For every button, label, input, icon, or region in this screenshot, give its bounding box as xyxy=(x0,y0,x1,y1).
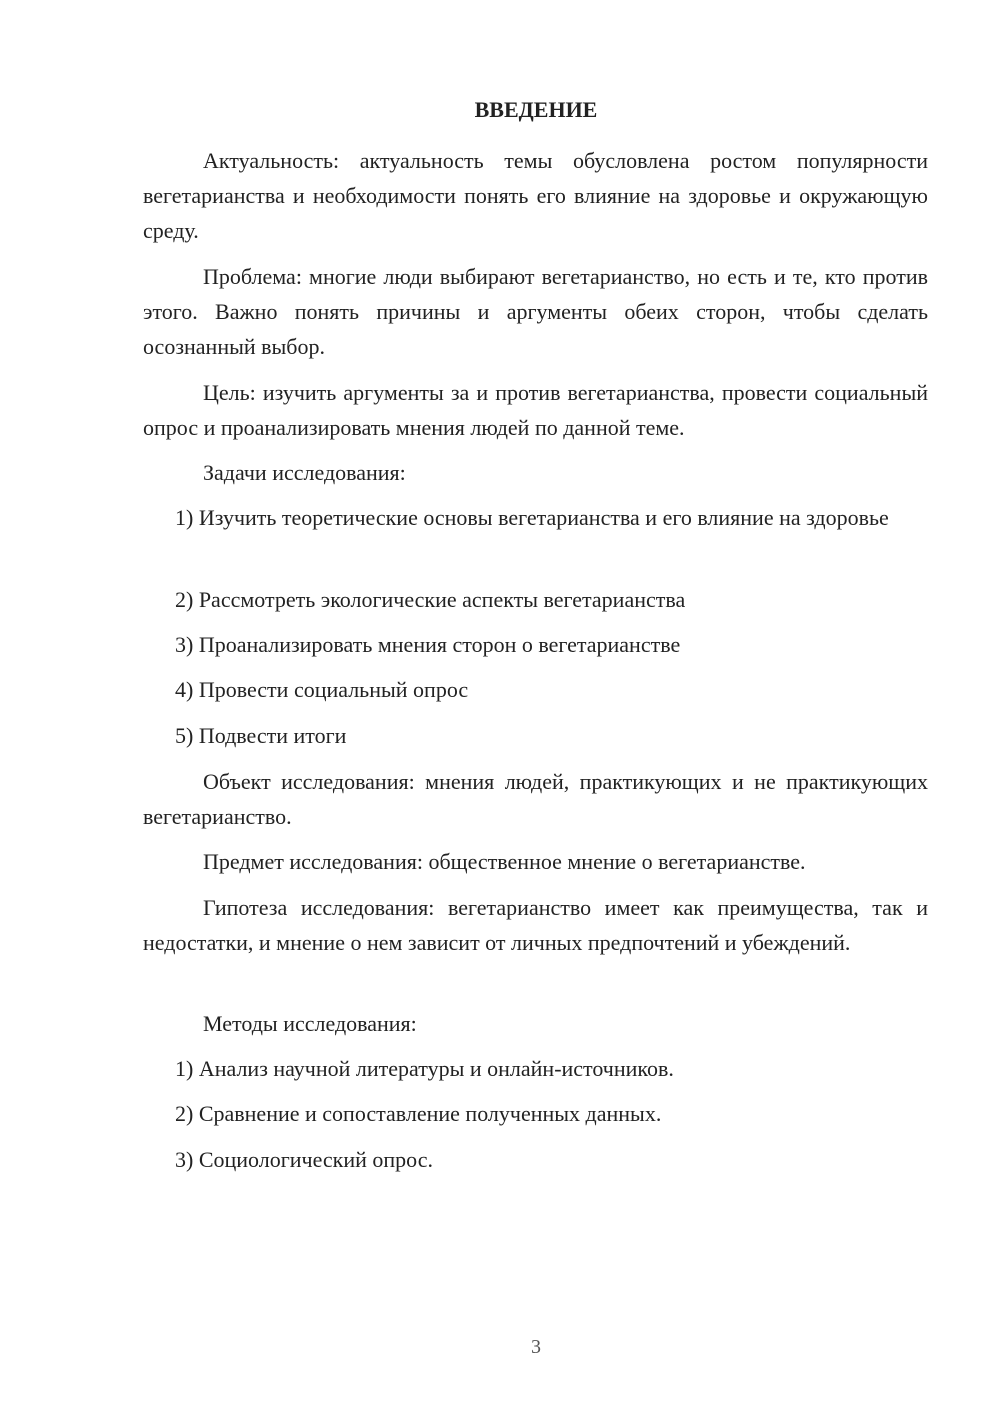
paragraph-subject: Предмет исследования: общественное мнение о вегетарианстве. xyxy=(203,849,806,874)
task-item-5: 5) Подвести итоги xyxy=(175,723,347,748)
task-item-3: 3) Проанализировать мнения сторон о вегетарианстве xyxy=(175,632,681,657)
page-title: ВВЕДЕНИЕ xyxy=(474,97,598,122)
paragraph-object: Объект исследования: мнения людей, практикующих и не практикующих вегетарианство. xyxy=(143,769,928,829)
method-item-1: 1) Анализ научной литературы и онлайн-источников. xyxy=(175,1056,674,1081)
task-item-2: 2) Рассмотреть экологические аспекты вегетарианства xyxy=(175,587,686,612)
method-item-2: 2) Сравнение и сопоставление полученных данных. xyxy=(175,1101,662,1126)
paragraph-relevance: Актуальность: актуальность темы обусловлена ростом популярности вегетарианства и необходимости понять его влияние на здоровье и окружающую среду. xyxy=(143,148,928,243)
tasks-heading: Задачи исследования: xyxy=(203,460,406,485)
task-item-4: 4) Провести социальный опрос xyxy=(175,677,469,702)
task-item-1: 1) Изучить теоретические основы вегетарианства и его влияние на здоровье xyxy=(175,505,889,530)
paragraph-problem: Проблема: многие люди выбирают вегетарианство, но есть и те, кто против этого. Важно понять причины и аргументы обеих сторон, чтобы сделать осознанный выбор. xyxy=(143,264,928,359)
method-item-3: 3) Социологический опрос. xyxy=(175,1147,433,1172)
paragraph-hypothesis: Гипотеза исследования: вегетарианство имеет как преимущества, так и недостатки, и мнение о нем зависит от личных предпочтений и убеждений. xyxy=(143,895,928,955)
methods-heading: Методы исследования: xyxy=(203,1011,417,1036)
page-number: 3 xyxy=(531,1336,541,1358)
paragraph-goal: Цель: изучить аргументы за и против вегетарианства, провести социальный опрос и проанализировать мнения людей по данной теме. xyxy=(143,380,928,440)
